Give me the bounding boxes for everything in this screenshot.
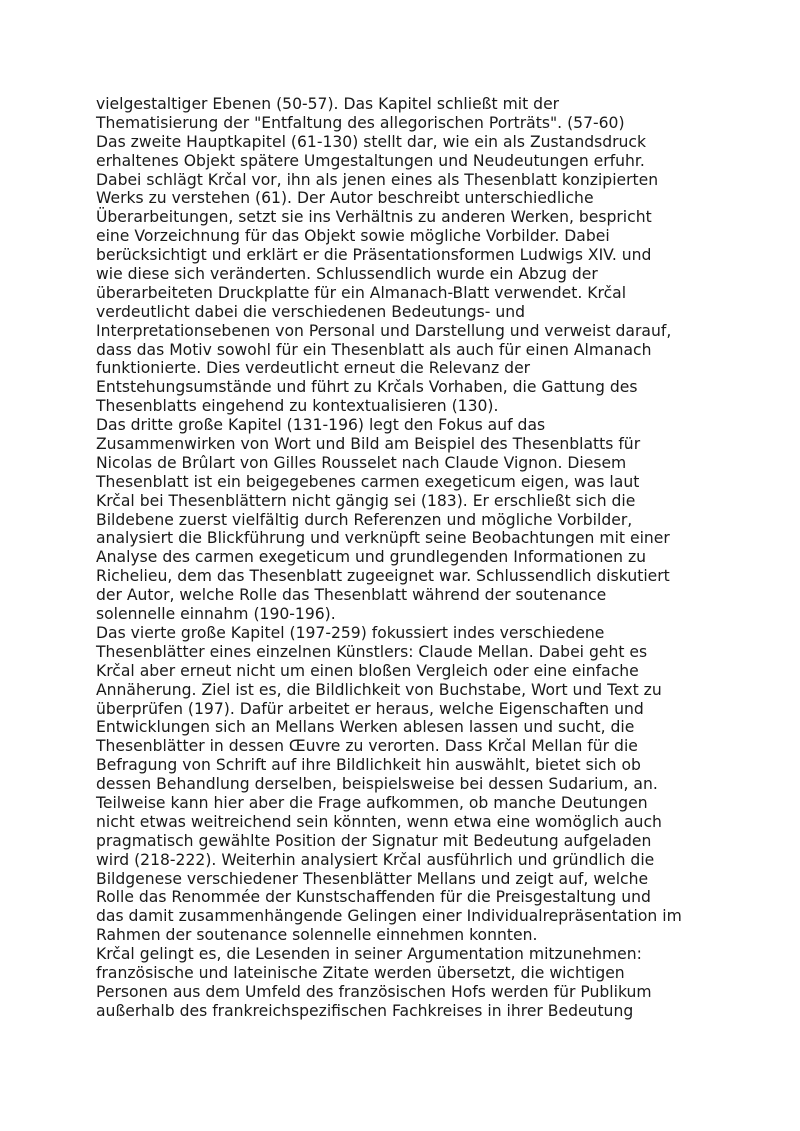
text-line: Thematisierung der "Entfaltung des allegorischen Porträts". (57-60) <box>96 113 625 132</box>
text-line: Personen aus dem Umfeld des französischen Hofs werden für Publikum <box>96 982 652 1001</box>
text-line: französische und lateinische Zitate werden übersetzt, die wichtigen <box>96 963 625 982</box>
text-line: pragmatisch gewählte Position der Signatur mit Bedeutung aufgeladen <box>96 831 652 850</box>
text-line: Krčal aber erneut nicht um einen bloßen Vergleich oder eine einfache <box>96 661 639 680</box>
text-line: analysiert die Blickführung und verknüpft seine Beobachtungen mit einer <box>96 529 670 548</box>
text-line: dessen Behandlung derselben, beispielsweise bei dessen Sudarium, an. <box>96 775 658 794</box>
text-line: Nicolas de Brûlart von Gilles Rousselet nach Claude Vignon. Diesem <box>96 453 627 472</box>
text-line: Zusammenwirken von Wort und Bild am Beispiel des Thesenblatts für <box>96 435 641 454</box>
text-line: berücksichtigt und erklärt er die Präsentationsformen Ludwigs XIV. und <box>96 246 652 265</box>
text-line: vielgestaltiger Ebenen (50-57). Das Kapitel schließt mit der <box>96 95 560 113</box>
text-line: Thesenblätter in dessen Œuvre zu verorten. Dass Krčal Mellan für die <box>96 737 638 756</box>
text-line: Überarbeitungen, setzt sie ins Verhältnis zu anderen Werken, bespricht <box>96 208 652 227</box>
text-line: wird (218-222). Weiterhin analysiert Krčal ausführlich und gründlich die <box>96 850 655 869</box>
text-line: Das vierte große Kapitel (197-259) fokussiert indes verschiedene <box>96 623 605 642</box>
text-line: Entstehungsumstände und führt zu Krčals Vorhaben, die Gattung des <box>96 378 638 397</box>
text-line: außerhalb des frankreichspezifischen Fachkreises in ihrer Bedeutung <box>96 1001 634 1020</box>
text-line: Interpretationsebenen von Personal und Darstellung und verweist darauf, <box>96 321 672 340</box>
text-line: Analyse des carmen exegeticum und grundlegenden Informationen zu <box>96 548 647 567</box>
text-line: Teilweise kann hier aber die Frage aufkommen, ob manche Deutungen <box>96 793 648 812</box>
text-line: Bildgenese verschiedener Thesenblätter Mellans und zeigt auf, welche <box>96 869 649 888</box>
text-line: Rahmen der soutenance solennelle einnehmen konnten. <box>96 926 538 945</box>
text-line: der Autor, welche Rolle das Thesenblatt während der soutenance <box>96 586 607 605</box>
text-line: Das dritte große Kapitel (131-196) legt den Fokus auf das <box>96 416 546 435</box>
text-line: Krčal bei Thesenblättern nicht gängig sei (183). Er erschließt sich die <box>96 491 636 510</box>
text-line: funktionierte. Dies verdeutlicht erneut die Relevanz der <box>96 359 531 378</box>
text-line: Das zweite Hauptkapitel (61-130) stellt dar, wie ein als Zustandsdruck <box>96 132 647 151</box>
text-line: Werks zu verstehen (61). Der Autor beschreibt unterschiedliche <box>96 189 594 208</box>
text-line: Annäherung. Ziel ist es, die Bildlichkeit von Buchstabe, Wort und Text zu <box>96 680 662 699</box>
text-line: dass das Motiv sowohl für ein Thesenblatt als auch für einen Almanach <box>96 340 652 359</box>
text-line: Entwicklungen sich an Mellans Werken ablesen lassen und sucht, die <box>96 718 635 737</box>
text-line: wie diese sich veränderten. Schlussendlich wurde ein Abzug der <box>96 265 598 284</box>
text-line: Thesenblatts eingehend zu kontextualisieren (130). <box>96 397 499 416</box>
text-line: Bildebene zuerst vielfältig durch Referenzen und mögliche Vorbilder, <box>96 510 633 529</box>
text-line: Krčal gelingt es, die Lesenden in seiner Argumentation mitzunehmen: <box>96 945 642 964</box>
text-line: verdeutlicht dabei die verschiedenen Bedeutungs- und <box>96 302 526 321</box>
text-line: Thesenblätter eines einzelnen Künstlers: Claude Mellan. Dabei geht es <box>96 642 648 661</box>
text-line: Richelieu, dem das Thesenblatt zugeeignet war. Schlussendlich diskutiert <box>96 567 670 586</box>
text-line: solennelle einnahm (190-196). <box>96 605 336 624</box>
document-page <box>96 95 716 1021</box>
text-line: nicht etwas weitreichend sein könnten, wenn etwa eine womöglich auch <box>96 812 662 831</box>
text-line: das damit zusammenhängende Gelingen einer Individualrepräsentation im <box>96 907 682 926</box>
text-line: überprüfen (197). Dafür arbeitet er heraus, welche Eigenschaften und <box>96 699 644 718</box>
text-line: Befragung von Schrift auf ihre Bildlichkeit hin auswählt, bietet sich ob <box>96 756 641 775</box>
text-line: überarbeiteten Druckplatte für ein Almanach-Blatt verwendet. Krčal <box>96 283 627 302</box>
text-line: Rolle das Renommée der Kunstschaffenden für die Preisgestaltung und <box>96 888 651 907</box>
text-line: eine Vorzeichnung für das Objekt sowie mögliche Vorbilder. Dabei <box>96 227 610 246</box>
text-line: erhaltenes Objekt spätere Umgestaltungen und Neudeutungen erfuhr. <box>96 151 645 170</box>
text-line: Thesenblatt ist ein beigegebenes carmen exegeticum eigen, was laut <box>96 472 640 491</box>
text-line: Dabei schlägt Krčal vor, ihn als jenen eines als Thesenblatt konzipierten <box>96 170 659 189</box>
